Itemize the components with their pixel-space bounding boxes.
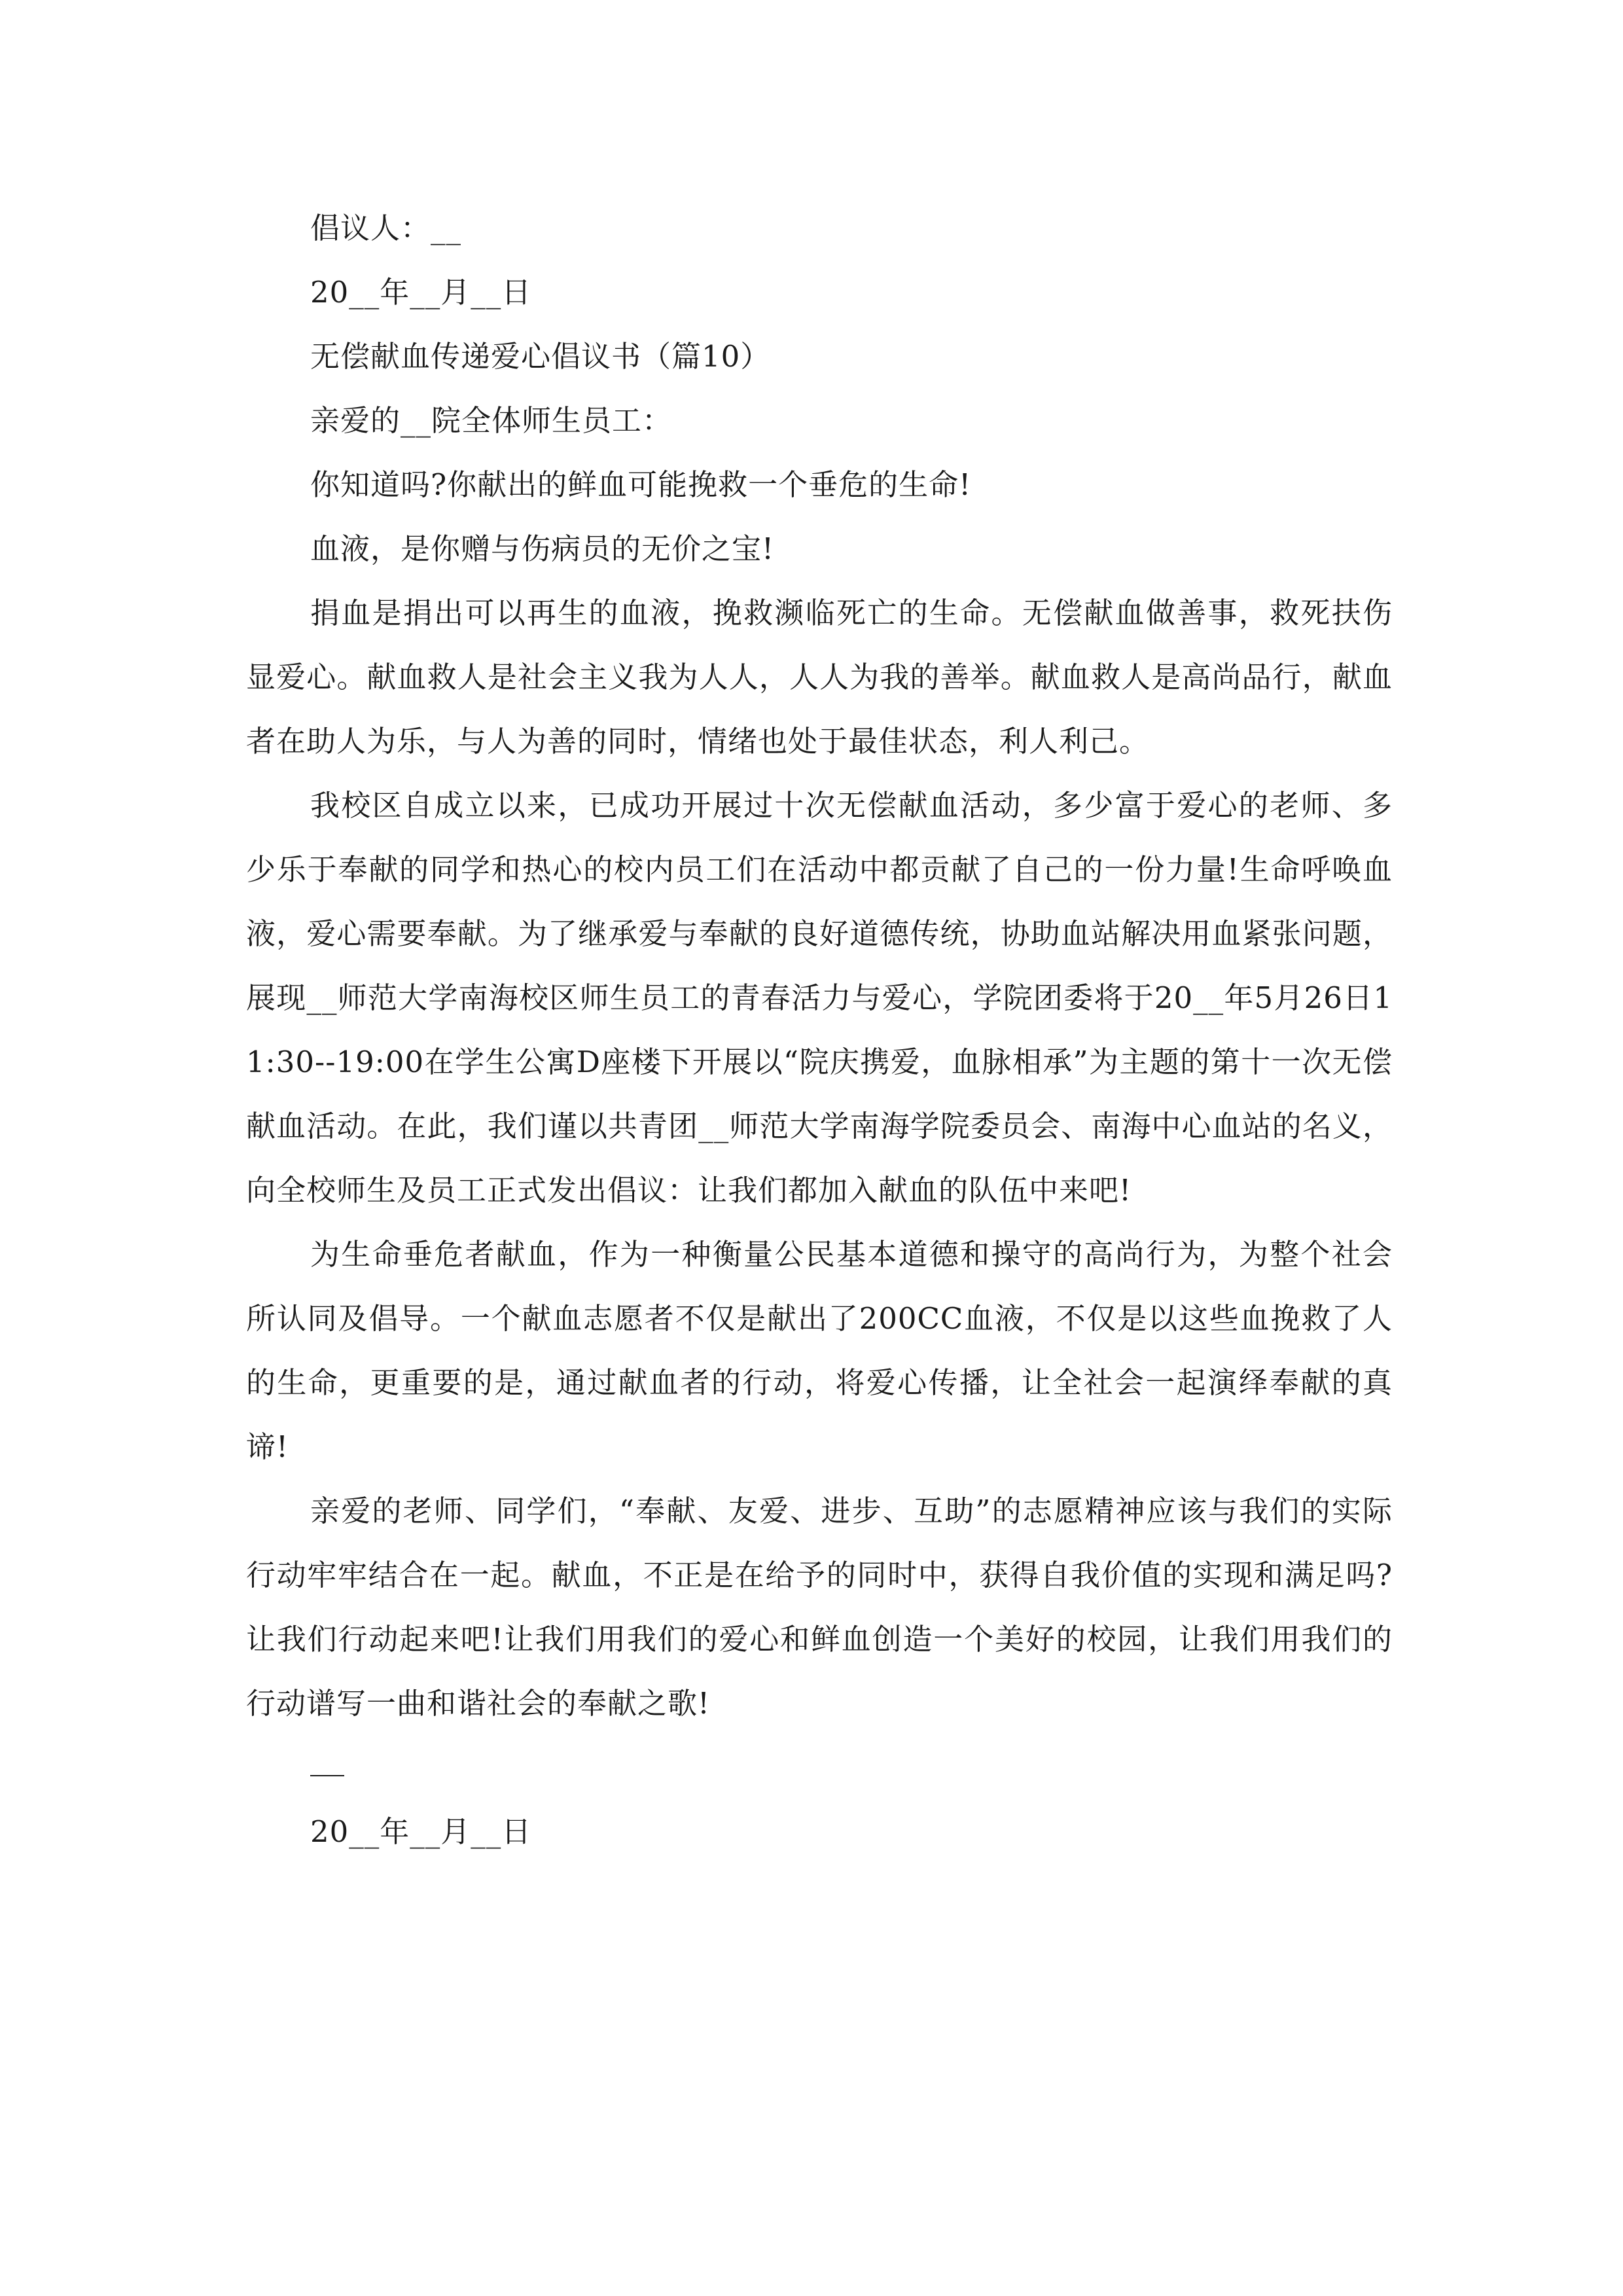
blood-line: 血液，是你赠与伤病员的无价之宝! — [310, 531, 775, 566]
paragraph: 我校区自成立以来，已成功开展过十次无偿献血活动，多少富于爱心的老师、多少乐于奉献的同学和热心的校内员工们在活动中都贡献了自己的一份力量!生命呼唤血液，爱心需要奉献。为了继承爱与奉献的良好道德传统，协助血站解决用血紧张问题，展现__师范大学南海校区师生员工的青春活力与爱心，学院团委将于20__年5月26日11:30--19:00在学生公寓D座楼下开展以“院庆携爱，血脉相承”为主题的第十一次无偿献血活动。在此，我们谨以共青团__师范大学南海学院委员会、南海中心血站的名义，向全校师生及员工正式发出倡议：让我们都加入献血的队伍中来吧! — [246, 788, 1393, 1208]
paragraph: 亲爱的老师、同学们，“奉献、友爱、进步、互助”的志愿精神应该与我们的实际行动牢牢结合在一起。献血，不正是在给予的同时中，获得自我价值的实现和满足吗?让我们行动起来吧!让我们用我们的爱心和鲜血创造一个美好的校园，让我们用我们的行动谱写一曲和谐社会的奉献之歌! — [246, 1494, 1393, 1721]
date-line-bottom: 20__年__月__日 — [310, 1814, 532, 1849]
document-body — [246, 196, 1393, 1864]
paragraph: 为生命垂危者献血，作为一种衡量公民基本道德和操守的高尚行为，为整个社会所认同及倡导。一个献血志愿者不仅是献出了200CC血液，不仅是以这些血挽救了人的生命，更重要的是，通过献血者的行动，将爱心传播，让全社会一起演绎奉献的真谛! — [246, 1237, 1393, 1464]
question-line: 你知道吗?你献出的鲜血可能挽救一个垂危的生命! — [310, 467, 972, 502]
paragraph: 捐血是捐出可以再生的血液，挽救濒临死亡的生命。无偿献血做善事，救死扶伤显爱心。献血救人是社会主义我为人人，人人为我的善举。献血救人是高尚品行，献血者在助人为乐，与人为善的同时，情绪也处于最佳状态，利人利己。 — [246, 596, 1393, 759]
date-line-top: 20__年__月__日 — [310, 275, 532, 310]
signature-underline — [310, 1775, 344, 1776]
salutation: 亲爱的__院全体师生员工： — [310, 403, 673, 438]
section-title: 无偿献血传递爱心倡议书（篇10） — [310, 339, 771, 374]
initiator-line: 倡议人：__ — [310, 211, 462, 245]
signature-blank — [246, 1736, 1393, 1800]
